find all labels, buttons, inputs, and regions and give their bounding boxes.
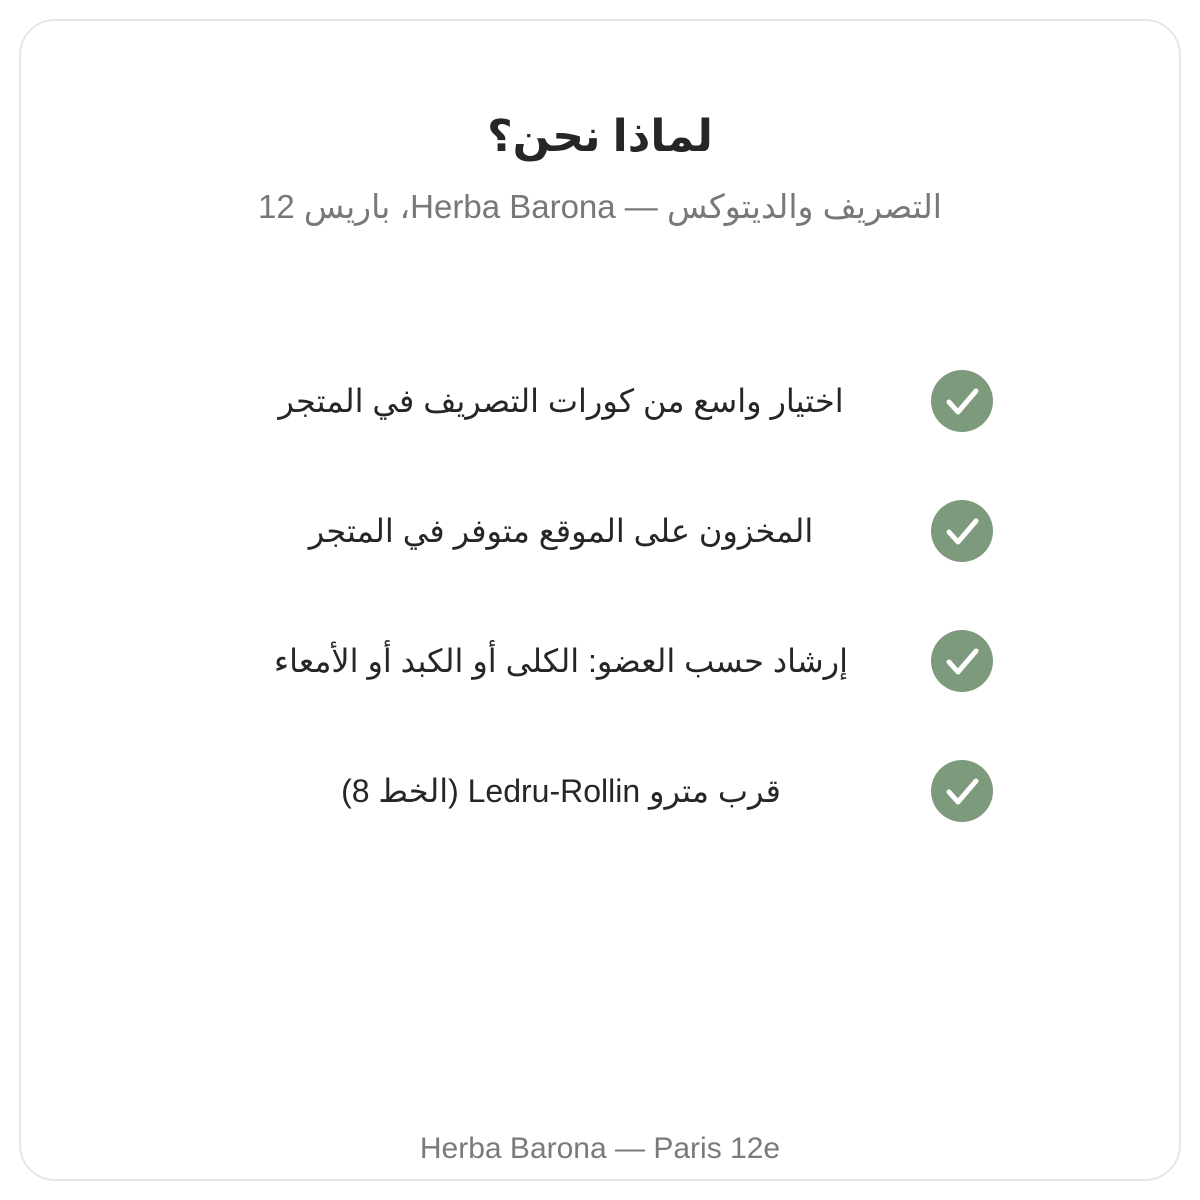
check-circle-icon bbox=[931, 370, 993, 432]
check-circle-icon bbox=[931, 500, 993, 562]
check-circle-icon bbox=[931, 630, 993, 692]
feature-item bbox=[21, 369, 1179, 433]
feature-item bbox=[21, 629, 1179, 693]
check-circle-icon bbox=[931, 760, 993, 822]
why-us-card bbox=[19, 19, 1181, 1181]
footer-text: Herba Barona — Paris 12e bbox=[419, 1132, 781, 1165]
feature-list bbox=[21, 21, 1179, 1179]
feature-text: إرشاد حسب العضو: الكلى أو الكبد أو الأمعاء bbox=[274, 643, 848, 679]
feature-text: المخزون على الموقع متوفر في المتجر bbox=[308, 513, 814, 549]
feature-text: قرب مترو Ledru-Rollin (الخط 8) bbox=[341, 773, 781, 809]
feature-text: اختيار واسع من كورات التصريف في المتجر bbox=[278, 383, 844, 419]
feature-item bbox=[21, 759, 1179, 823]
page-title: لماذا نحن؟ bbox=[487, 112, 713, 161]
feature-item bbox=[21, 499, 1179, 563]
page-subtitle: التصريف والديتوكس — Herba Barona، باريس 12 bbox=[258, 188, 942, 225]
